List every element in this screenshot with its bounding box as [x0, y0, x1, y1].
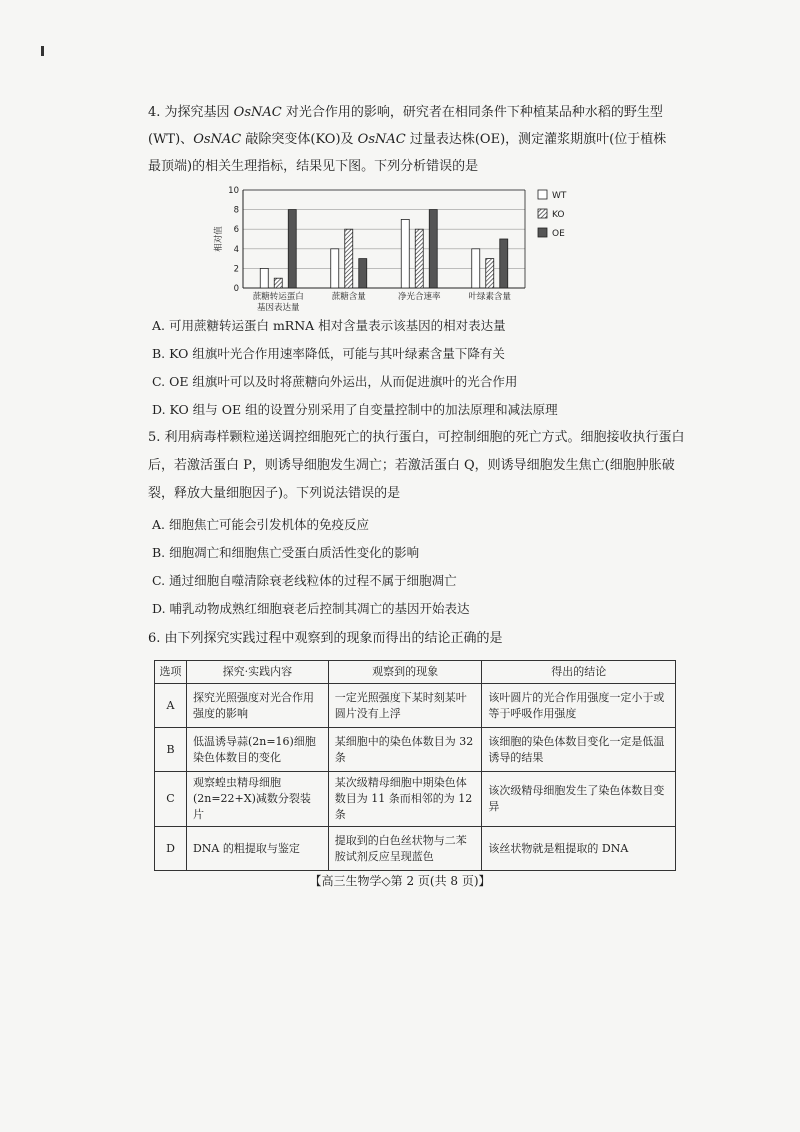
row-phenomenon: 提取到的白色丝状物与二苯胺试剂反应呈现蓝色	[328, 827, 482, 871]
x-tick-label: 基因表达量	[256, 303, 300, 313]
q5-option-c: C. 通过细胞自噬清除衰老线粒体的过程不属于细胞凋亡	[152, 573, 457, 588]
page-corner-mark	[41, 46, 44, 56]
bar-wt	[472, 249, 480, 288]
y-tick-label: 4	[233, 244, 239, 255]
bar-chart	[205, 180, 585, 320]
bar-ko	[415, 229, 423, 288]
y-tick-label: 10	[228, 186, 239, 196]
row-content: DNA 的粗提取与鉴定	[186, 827, 328, 871]
row-option: D	[155, 827, 187, 871]
y-axis-label: 相对值	[214, 226, 224, 252]
x-tick-label: 叶绿素含量	[468, 292, 512, 302]
q5-option-d: D. 哺乳动物成熟红细胞衰老后控制其凋亡的基因开始表达	[152, 601, 470, 616]
gene-name: OsNAC	[233, 105, 282, 120]
x-tick-label: 蔗糖含量	[331, 292, 366, 302]
q4-line2	[148, 131, 666, 149]
row-phenomenon: 某次级精母细胞中期染色体数目为 11 条而相邻的为 12 条	[328, 772, 482, 827]
table-row	[155, 684, 676, 728]
bar-ko	[274, 278, 282, 288]
x-tick-label: 净光合速率	[397, 292, 441, 302]
row-conclusion: 该细胞的染色体数目变化一定是低温诱导的结果	[482, 728, 676, 772]
q4-option-a: A. 可用蔗糖转运蛋白 mRNA 相对含量表示该基因的相对表达量	[152, 318, 506, 333]
header-phenomenon: 观察到的现象	[328, 661, 482, 684]
row-conclusion: 该叶圆片的光合作用强度一定小于或等于呼吸作用强度	[482, 684, 676, 728]
y-tick-label: 2	[233, 264, 239, 275]
q6-table	[154, 660, 676, 871]
q4-option-b: B. KO 组旗叶光合作用速率降低，可能与其叶绿素含量下降有关	[152, 346, 505, 361]
gene-name: OsNAC	[357, 132, 406, 147]
bar-oe	[288, 210, 296, 288]
row-content: 观察蝗虫精母细胞(2n=22+X)减数分裂装片	[186, 772, 328, 827]
bar-ko	[486, 259, 494, 288]
table-row	[155, 772, 676, 827]
row-option: B	[155, 728, 187, 772]
q4-text: (WT)、	[148, 132, 194, 147]
y-tick-label: 6	[233, 225, 239, 236]
y-tick-label: 0	[233, 284, 239, 294]
q5-option-a: A. 细胞焦亡可能会引发机体的免疫反应	[152, 517, 369, 532]
q5-line2: 后，若激活蛋白 P，则诱导细胞发生凋亡；若激活蛋白 Q，则诱导细胞发生焦亡(细胞肿胀破	[148, 458, 675, 473]
bar-ko	[345, 229, 353, 288]
q5-line3: 裂，释放大量细胞因子)。下列说法错误的是	[148, 486, 401, 501]
table-row	[155, 728, 676, 772]
legend-swatch-oe	[538, 228, 547, 237]
row-option: A	[155, 684, 187, 728]
bar-wt	[260, 268, 268, 288]
bar-oe	[429, 210, 437, 288]
bar-oe	[500, 239, 508, 288]
y-tick-label: 8	[233, 205, 239, 216]
legend-label: OE	[552, 229, 565, 239]
legend-swatch-wt	[538, 190, 547, 199]
q6-stem: 6. 由下列探究实践过程中观察到的现象而得出的结论正确的是	[148, 631, 503, 646]
x-tick-label: 蔗糖转运蛋白	[252, 292, 304, 302]
row-content: 低温诱导蒜(2n=16)细胞染色体数目的变化	[186, 728, 328, 772]
row-phenomenon: 某细胞中的染色体数目为 32 条	[328, 728, 482, 772]
row-phenomenon: 一定光照强度下某时刻某叶圆片没有上浮	[328, 684, 482, 728]
header-content: 探究·实践内容	[186, 661, 328, 684]
table-header-row	[155, 661, 676, 684]
legend-swatch-ko	[538, 209, 547, 218]
row-option: C	[155, 772, 187, 827]
q4-line3: 最顶端)的相关生理指标，结果见下图。下列分析错误的是	[148, 159, 479, 174]
q4-text: 过量表达株(OE)，测定灌浆期旗叶(位于植株	[405, 132, 667, 147]
q4-line1	[148, 104, 663, 122]
header-conclusion: 得出的结论	[482, 661, 676, 684]
q4-option-d: D. KO 组与 OE 组的设置分别采用了自变量控制中的加法原理和减法原理	[152, 402, 558, 417]
gene-name: OsNAC	[193, 132, 242, 147]
legend-label: WT	[552, 191, 567, 201]
q4-option-c: C. OE 组旗叶可以及时将蔗糖向外运出，从而促进旗叶的光合作用	[152, 374, 518, 389]
bar-wt	[401, 219, 409, 288]
q5-line1: 5. 利用病毒样颗粒递送调控细胞死亡的执行蛋白，可控制细胞的死亡方式。细胞接收执行蛋白	[148, 430, 685, 445]
row-conclusion: 该丝状物就是粗提取的 DNA	[482, 827, 676, 871]
header-option: 选项	[155, 661, 187, 684]
legend-label: KO	[552, 210, 565, 220]
row-content: 探究光照强度对光合作用强度的影响	[186, 684, 328, 728]
q4-text: 4. 为探究基因	[148, 105, 234, 120]
table-row	[155, 827, 676, 871]
row-conclusion: 该次级精母细胞发生了染色体数目变异	[482, 772, 676, 827]
q5-option-b: B. 细胞凋亡和细胞焦亡受蛋白质活性变化的影响	[152, 545, 420, 560]
q4-text: 敲除突变体(KO)及	[241, 132, 358, 147]
page-footer: 【高三生物学◇第 2 页(共 8 页)】	[309, 874, 491, 888]
bar-oe	[359, 259, 367, 288]
bar-wt	[331, 249, 339, 288]
q4-text: 对光合作用的影响，研究者在相同条件下种植某品种水稻的野生型	[281, 105, 663, 120]
